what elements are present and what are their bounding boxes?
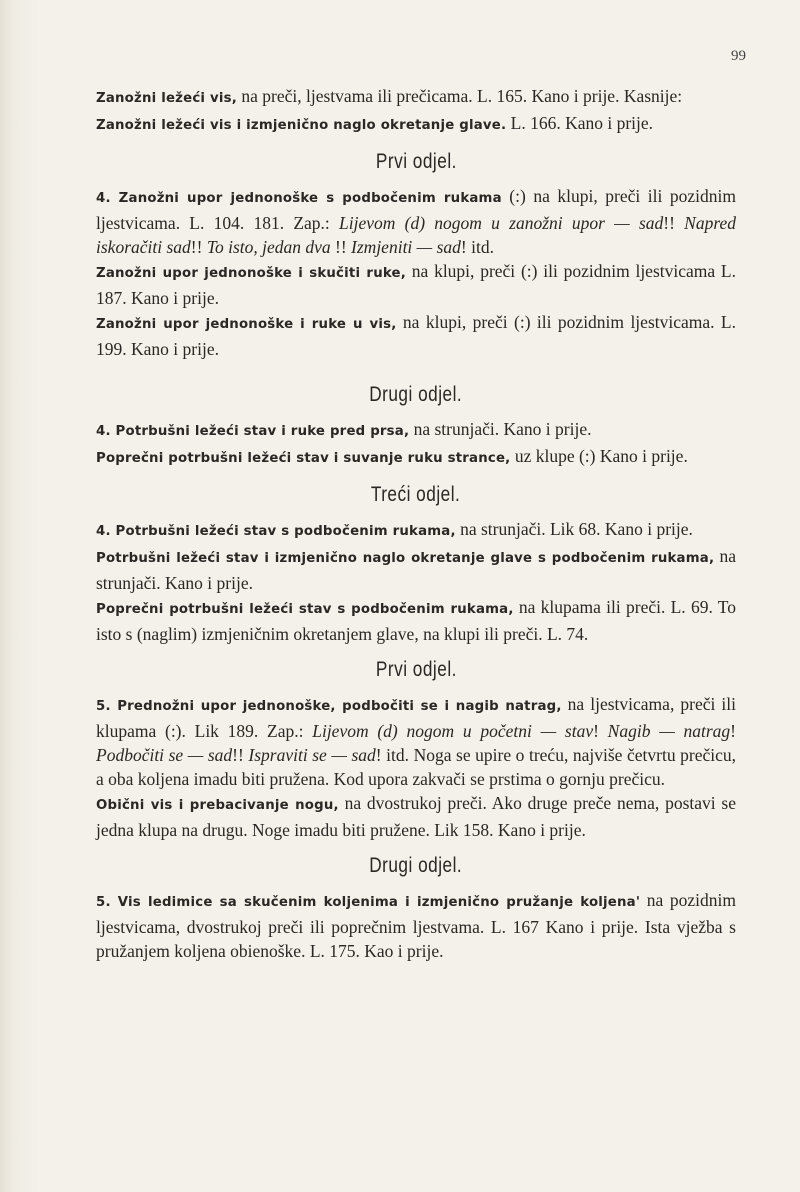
text: na preči, ljestvama ili prečicama. L. 165. Kano i prije. Kasnije: <box>237 86 683 106</box>
page-text <box>96 84 736 963</box>
exercise-title: Potrbušni ležeći stav i izmjenično naglo okretanje glave s podbočenim rukama, <box>96 551 715 566</box>
text: L. 166. Kano i prije. <box>506 113 654 133</box>
section-heading: Drugi odjel. <box>369 854 463 877</box>
paragraph: Zanožni upor jednonoške i ruke u vis, na klupi, preči (:) ili pozidnim ljestvicama. L. 199. Kano i prije. <box>96 312 736 359</box>
exercise-title: Zanožni upor jednonoške i skučiti ruke, <box>96 266 407 281</box>
paragraph <box>96 111 736 138</box>
exercise-title: 4. Potrbušni ležeći stav i ruke pred prsa, <box>96 424 410 439</box>
paragraph: Zanožni upor jednonoške i skučiti ruke, na klupi, preči (:) ili pozidnim ljestvicama L. 187. Kano i prije. <box>96 261 736 308</box>
exercise-title: Obični vis i prebacivanje nogu, <box>96 798 339 813</box>
exercise-title: 4. Potrbušni ležeći stav s podbočenim rukama, <box>96 524 456 539</box>
section-heading: Treći odjel. <box>371 483 461 506</box>
paragraph: 4. Potrbušni ležeći stav i ruke pred prsa, na strunjači. Kano i prije. <box>96 419 592 439</box>
paragraph: Obični vis i prebacivanje nogu, na dvostrukoj preči. Ako druge preče nema, postavi se jedna klupa na drugu. Noge imadu biti pružene. Lik 158. Kano i prije. <box>96 793 737 840</box>
exercise-title: Zanožni ležeći vis, <box>96 91 238 106</box>
paragraph: Poprečni potrbušni ležeći stav i suvanje ruku strance, uz klupe (:) Kano i prije. <box>96 446 688 466</box>
paragraph: 4. Potrbušni ležeći stav s podbočenim rukama, na strunjači. Lik 68. Kano i prije. <box>96 519 693 539</box>
exercise-title: Zanožni ležeći vis i izmjenično naglo okretanje glave. <box>96 118 507 133</box>
paragraph: Poprečni potrbušni ležeći stav s podbočenim rukama, na klupama ili preči. L. 69. To isto s (naglim) izmjeničnim okretanjem glave, na klupi ili preči. L. 74. <box>96 597 736 644</box>
exercise-title: Zanožni upor jednonoške i ruke u vis, <box>96 317 397 332</box>
section-heading: Prvi odjel. <box>375 150 457 173</box>
section-heading: Prvi odjel. <box>375 658 457 681</box>
paragraph: 4. Zanožni upor jednonoške s podbočenim rukama (:) na klupi, preči ili pozidnim ljestvicama. L. 104. 181. Zap.: Lijevom (d) nogom u zanožni upor — sad!! Napred iskoračiti sad!! To isto, jedan dva !! Izmjeniti — sad! itd. <box>96 186 737 257</box>
paragraph: 5. Prednožni upor jednonoške, podbočiti se i nagib natrag, na ljestvicama, preči ili klupama (:). Lik 189. Zap.: Lijevom (d) nogom u početni — stav! Nagib — natrag! Podbočiti se — sad!! Ispraviti se — sad! itd. Noga se upire o treću, najviše četvrtu prečicu, a oba koljena imadu biti pružena. Kod upora zakvači se prstima o gornju prečicu. <box>96 694 737 789</box>
exercise-title: 4. Zanožni upor jednonoške s podbočenim rukama <box>96 191 502 206</box>
paragraph <box>96 84 736 111</box>
exercise-title: Poprečni potrbušni ležeći stav s podbočenim rukama, <box>96 602 514 617</box>
page-number: 99 <box>731 48 746 64</box>
section-heading: Drugi odjel. <box>369 383 463 406</box>
paragraph: Potrbušni ležeći stav i izmjenično naglo okretanje glave s podbočenim rukama, na strunjači. Kano i prije. <box>96 546 736 593</box>
paragraph: 5. Vis ledimice sa skučenim koljenima i izmjenično pružanje koljena' na pozidnim ljestvicama, dvostrukoj preči ili poprečnim ljestvama. L. 167 Kano i prije. Ista vježba s pružanjem koljena obienoške. L. 175. Kao i prije. <box>96 890 736 961</box>
exercise-title: 5. Vis ledimice sa skučenim koljenima i izmjenično pružanje koljena' <box>96 895 641 910</box>
exercise-title: 5. Prednožni upor jednonoške, podbočiti se i nagib natrag, <box>96 699 562 714</box>
exercise-title: Poprečni potrbušni ležeći stav i suvanje ruku strance, <box>96 451 511 466</box>
